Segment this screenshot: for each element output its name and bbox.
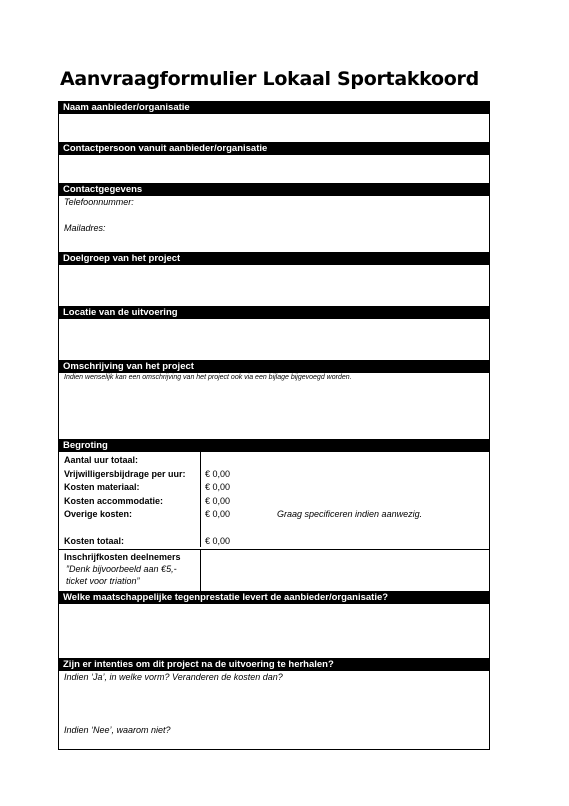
- section-header-doelgroep: Doelgroep van het project: [58, 252, 490, 265]
- telefoon-label: Telefoonnummer:: [64, 197, 134, 207]
- budget-value-overige[interactable]: [205, 508, 489, 522]
- application-form: [58, 101, 490, 750]
- section-header-omschrijving: Omschrijving van het project: [58, 360, 490, 373]
- inschrijf-hint: ”Denk bijvoorbeeld aan €5,-ticket voor triation”: [66, 563, 177, 586]
- field-locatie[interactable]: [58, 319, 490, 360]
- section-header-naam: Naam aanbieder/organisatie: [58, 101, 490, 114]
- form-title: Aanvraagformulier Lokaal Sportakkoord: [60, 68, 479, 90]
- field-contactgegevens[interactable]: [58, 196, 490, 252]
- herhalen-ja-label: Indien ‘Ja’, in welke vorm? Veranderen de kosten dan?: [64, 671, 283, 682]
- budget-value: € 0,00: [205, 509, 231, 519]
- field-doelgroep[interactable]: [58, 265, 490, 306]
- budget-value[interactable]: € 0,00: [205, 482, 231, 492]
- field-contactpersoon[interactable]: [58, 155, 490, 183]
- budget-label: Kosten accommodatie:: [64, 495, 164, 506]
- budget-labels: [59, 452, 201, 547]
- inschrijf-row: [58, 549, 490, 591]
- omschrijving-note: Indien wenselijk kan een omschrijving van het project ook via een bijlage bijgevoegd worden.: [64, 374, 352, 381]
- field-herhalen[interactable]: [58, 671, 490, 750]
- inschrijf-labels: [59, 550, 201, 591]
- budget-values[interactable]: [201, 452, 489, 549]
- budget-label: Overige kosten:: [64, 509, 133, 519]
- budget-value[interactable]: [205, 522, 489, 536]
- field-tegenprestatie[interactable]: [58, 604, 490, 658]
- section-header-locatie: Locatie van de uitvoering: [58, 306, 490, 319]
- mail-label: Mailadres:: [64, 223, 106, 233]
- section-header-contactgegevens: Contactgegevens: [58, 183, 490, 196]
- budget-table: [58, 452, 490, 549]
- budget-label: Kosten materiaal:: [64, 482, 140, 492]
- herhalen-nee-label: Indien ‘Nee’, waarom niet?: [64, 724, 171, 735]
- section-header-contactpersoon: Contactpersoon vanuit aanbieder/organisatie: [58, 142, 490, 155]
- budget-value[interactable]: [205, 454, 489, 468]
- budget-label: [64, 522, 200, 536]
- field-omschrijving[interactable]: [58, 373, 490, 439]
- overige-note: Graag specificeren indien aanwezig.: [277, 509, 423, 519]
- budget-label: Vrijwilligersbijdrage per uur:: [64, 468, 186, 479]
- budget-value[interactable]: € 0,00: [205, 536, 231, 546]
- inschrijf-value[interactable]: [201, 550, 489, 591]
- budget-value[interactable]: € 0,00: [205, 468, 231, 479]
- inschrijf-label: Inschrijfkosten deelnemers: [64, 551, 181, 562]
- section-header-begroting: Begroting: [58, 439, 490, 452]
- field-naam[interactable]: [58, 114, 490, 142]
- budget-value[interactable]: € 0,00: [205, 495, 231, 506]
- section-header-tegenprestatie: Welke maatschappelijke tegenprestatie levert de aanbieder/organisatie?: [58, 591, 490, 604]
- budget-label: Kosten totaal:: [64, 536, 125, 546]
- budget-label: Aantal uur totaal:: [64, 455, 139, 465]
- section-header-herhalen: Zijn er intenties om dit project na de uitvoering te herhalen?: [58, 658, 490, 671]
